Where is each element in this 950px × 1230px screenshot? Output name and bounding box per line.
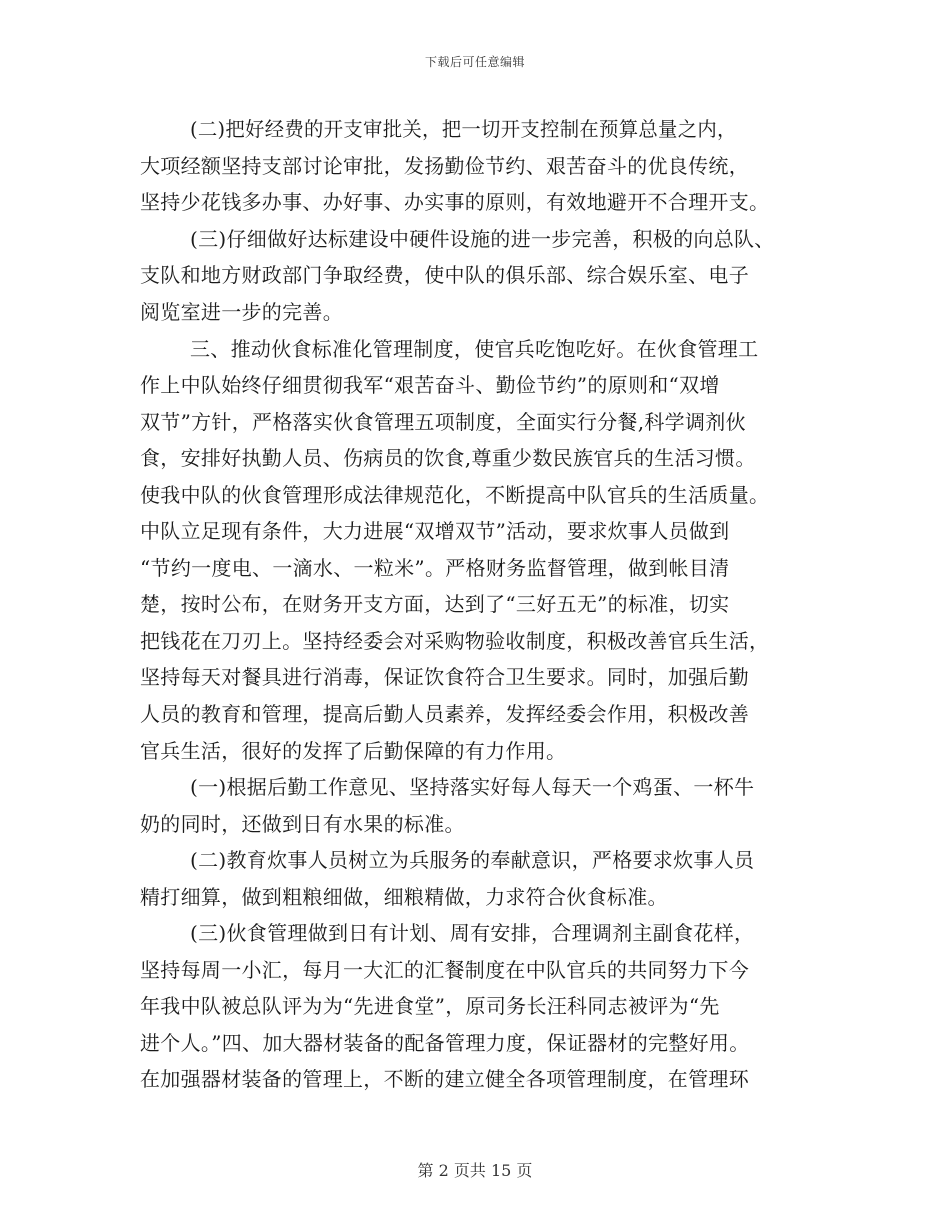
text-line: 楚，按时公布，在财务开支方面，达到了“三好五无”的标准，切实: [140, 592, 730, 616]
text-line: 在加强器材装备的管理上，不断的建立健全各项管理制度，在管理环: [140, 1067, 749, 1091]
text-line: 食，安排好执勤人员、伤病员的饮食,尊重少数民族官兵的生活习惯。: [140, 446, 756, 470]
text-line: 支队和地方财政部门争取经费，使中队的俱乐部、综合娱乐室、电子: [140, 263, 749, 287]
text-line: 把钱花在刀刃上。坚持经委会对采购物验收制度，积极改善官兵生活，: [140, 629, 770, 653]
text-line: 坚持每周一小汇，每月一大汇的汇餐制度在中队官兵的共同努力下今: [140, 958, 749, 982]
text-line: 奶的同时，还做到日有水果的标准。: [140, 812, 465, 836]
page-footer: 第 2 页共 15 页: [417, 1161, 533, 1180]
page-header: 下载后可任意编辑: [424, 55, 525, 69]
text-line: 坚持少花钱多办事、办好事、办实事的原则，有效地避开不合理开支。: [140, 190, 770, 214]
text-line: 阅览室进一步的完善。: [140, 300, 343, 324]
text-line: 进个人。”四、加大器材装备的配备管理力度，保证器材的完整好用。: [140, 1031, 750, 1055]
text-line: (三)伙食管理做到日有计划、周有安排，合理调剂主副食花样，: [190, 921, 755, 945]
text-line: 使我中队的伙食管理形成法律规范化，不断提高中队官兵的生活质量。: [140, 483, 770, 507]
text-line: (二)把好经费的开支审批关，把一切开支控制在预算总量之内，: [190, 117, 737, 141]
text-line: 作上中队始终仔细贯彻我军“艰苦奋斗、勤俭节约”的原则和“双增: [140, 373, 720, 397]
text-line: 年我中队被总队评为为“先进食堂”，原司务长汪科同志被评为“先: [140, 994, 720, 1018]
text-line: (三)仔细做好达标建设中硬件设施的进一步完善，积极的向总队、: [190, 227, 775, 251]
text-line: 大项经额坚持支部讨论审批，发扬勤俭节约、艰苦奋斗的优良传统，: [140, 154, 749, 178]
text-line: 三、推动伙食标准化管理制度，使官兵吃饱吃好。在伙食管理工: [190, 337, 759, 361]
text-line: (二)教育炊事人员树立为兵服务的奉献意识，严格要求炊事人员: [190, 848, 755, 872]
text-line: 双节”方针，严格落实伙食管理五项制度，全面实行分餐,科学调剂伙: [140, 410, 746, 434]
text-line: 坚持每天对餐具进行消毒，保证饮食符合卫生要求。同时，加强后勤: [140, 665, 749, 689]
text-line: “节约一度电、一滴水、一粒米”。严格财务监督管理，做到帐目清: [140, 556, 730, 580]
text-line: (一)根据后勤工作意见、坚持落实好每人每天一个鸡蛋、一杯牛: [190, 775, 755, 799]
text-line: 官兵生活，很好的发挥了后勤保障的有力作用。: [140, 739, 567, 763]
text-line: 中队立足现有条件，大力进展“双增双节”活动，要求炊事人员做到: [140, 519, 730, 543]
text-line: 精打细算，做到粗粮细做，细粮精做，力求符合伙食标准。: [140, 885, 668, 909]
text-line: 人员的教育和管理，提高后勤人员素养，发挥经委会作用，积极改善: [140, 702, 749, 726]
